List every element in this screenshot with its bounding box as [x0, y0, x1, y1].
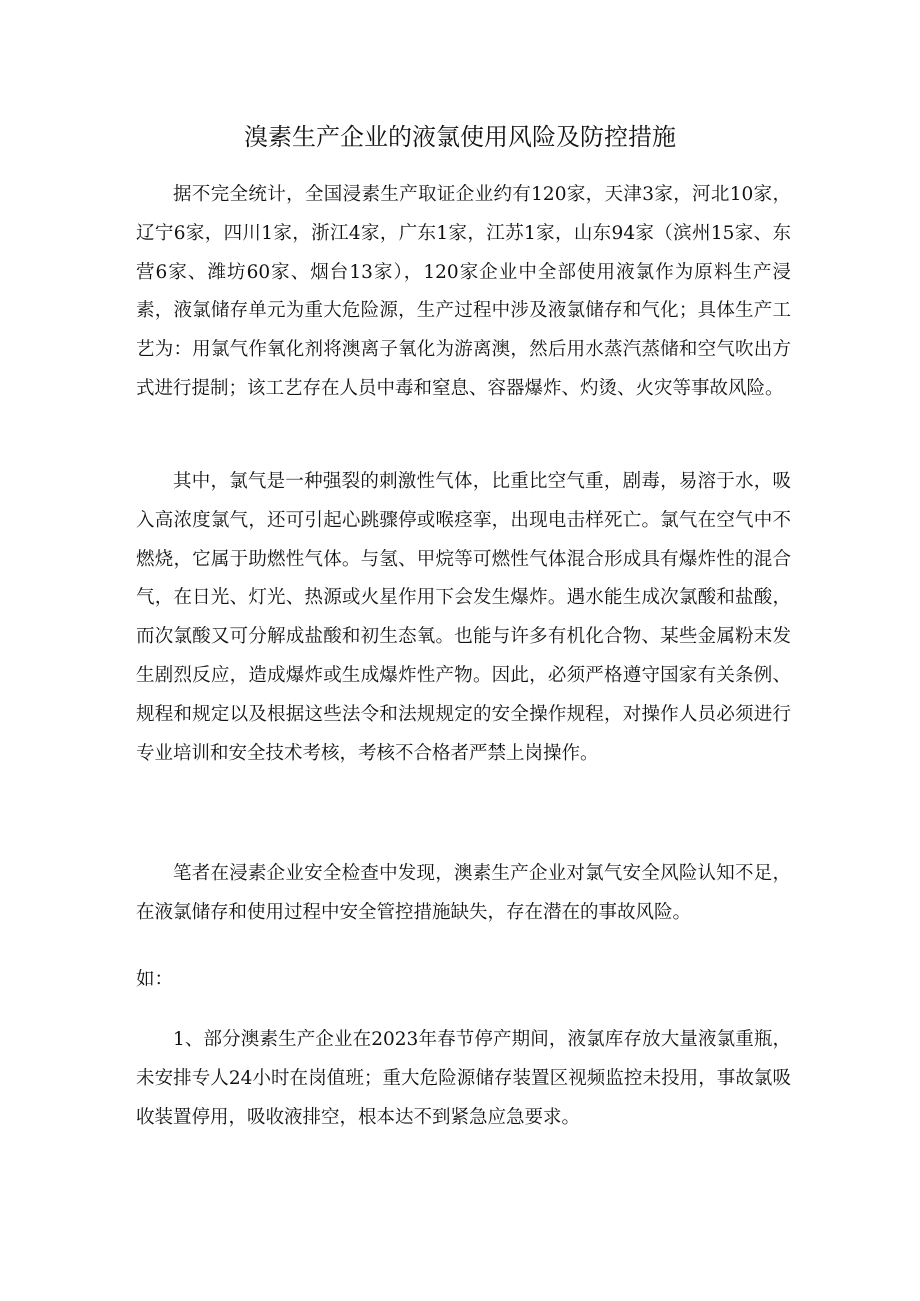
- document-title: 溴素生产企业的液氯使用风险及防控措施: [244, 123, 676, 151]
- paragraph-statistics: 据不完全统计，全国浸素生产取证企业约有120家，天津3家，河北10家，辽宁6家，四川1家，浙江4家，广东1家，江苏1家，山东94家（滨州15家、东营6家、潍坊60家、烟台13家），120家企业中全部使用液氯作为原料生产浸素，液氯储存单元为重大危险源，生产过程中涉及液氯储存和气化；具体生产工艺为：用氯气作氧化剂将澳离子氧化为游离澳，然后用水蒸汽蒸储和空气吹出方式进行提制；该工艺存在人员中毒和窒息、容器爆炸、灼烫、火灾等事故风险。: [136, 184, 791, 399]
- paragraph-inspection-findings: 笔者在浸素企业安全检查中发现，澳素生产企业对氯气安全风险认知不足，在液氯储存和使用过程中安全管控措施缺失，存在潜在的事故风险。: [136, 863, 791, 923]
- paragraph-chlorine-hazards: 其中，氯气是一种强裂的刺激性气体，比重比空气重，剧毒，易溶于水，吸入高浓度氯气，还可引起心跳骤停或喉痉挛，出现电击样死亡。氯气在空气中不燃烧，它属于助燃性气体。与氢、甲烷等可燃性气体混合形成具有爆炸性的混合气，在日光、灯光、热源或火星作用下会发生爆炸。遇水能生成次氯酸和盐酸，而次氯酸又可分解成盐酸和初生态氧。也能与许多有机化合物、某些金属粉末发生剧烈反应，造成爆炸或生成爆炸性产物。因此，必须严格遵守国家有关条例、规程和规定以及根据这些法令和法规规定的安全操作规程，对操作人员必须进行专业培训和安全技术考核，考核不合格者严禁上岗操作。: [136, 471, 791, 764]
- paragraph-example-1: 1、部分澳素生产企业在2023年春节停产期间，液氯库存放大量液氯重瓶，未安排专人24小时在岗值班；重大危险源储存装置区视频监控未投用，事故氯吸收装置停用，吸收液排空，根本达不到紧急应急要求。: [136, 1029, 791, 1128]
- paragraph-example-intro: 如：: [136, 969, 174, 990]
